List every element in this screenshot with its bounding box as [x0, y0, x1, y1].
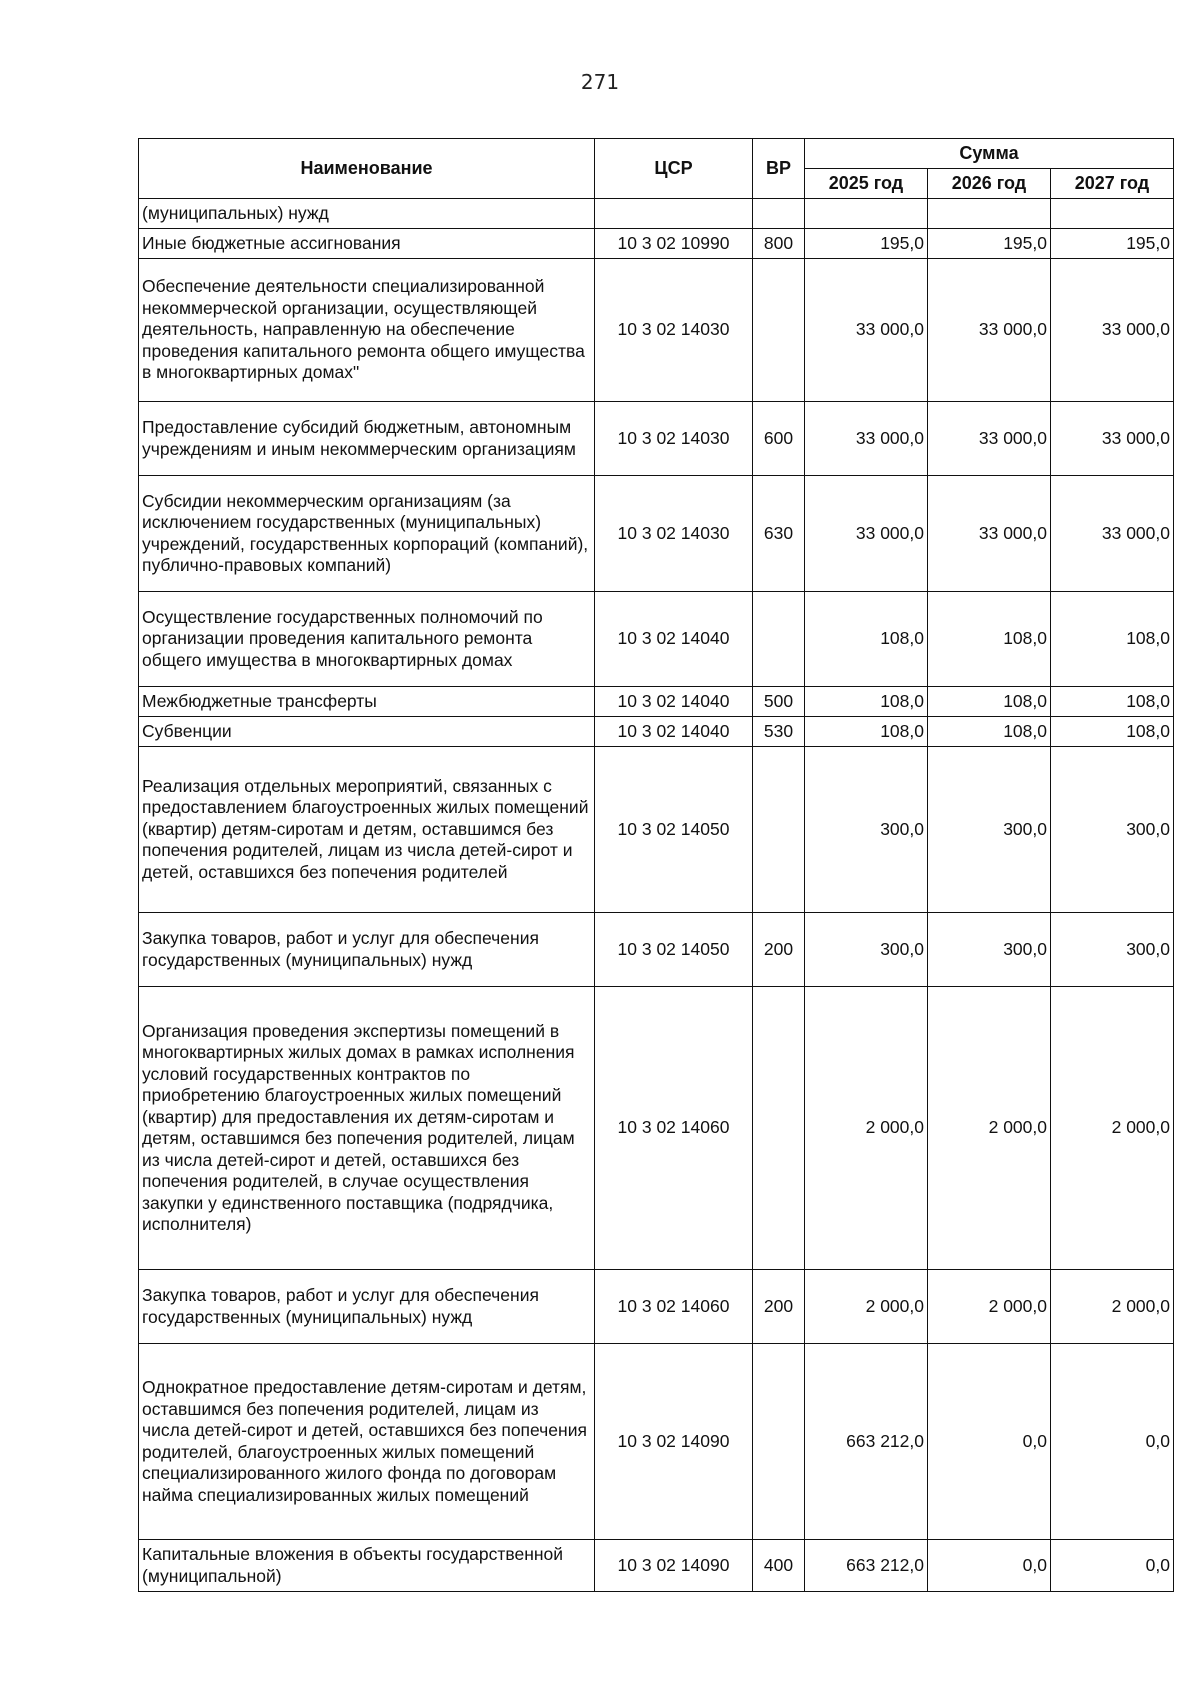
row-name: Субсидии некоммерческим организациям (за исключением государственных (муниципальных) учреждений, государственных корпораций (компаний), публично-правовых компаний) [139, 476, 595, 592]
row-sum-2027: 2 000,0 [1051, 987, 1174, 1270]
row-name: Однократное предоставление детям-сиротам и детям, оставшимся без попечения родителей, лицам из числа детей-сирот и детей, оставшихся без попечения родителей, благоустроенных жилых помещений специализированного жилого фонда по договорам найма специализированных жилых помещений [139, 1344, 595, 1540]
row-name: Субвенции [139, 717, 595, 747]
table-row [139, 1540, 1174, 1592]
row-csr: 10 3 02 14040 [595, 717, 753, 747]
row-sum-2026 [928, 199, 1051, 229]
row-sum-2026: 2 000,0 [928, 987, 1051, 1270]
row-name: (муниципальных) нужд [139, 199, 595, 229]
row-sum-2027 [1051, 199, 1174, 229]
page-number: 271 [580, 70, 620, 94]
row-sum-2026: 300,0 [928, 747, 1051, 913]
row-csr: 10 3 02 14050 [595, 747, 753, 913]
row-sum-2025: 300,0 [805, 913, 928, 987]
row-sum-2027: 300,0 [1051, 747, 1174, 913]
row-sum-2027: 2 000,0 [1051, 1270, 1174, 1344]
row-vr [753, 987, 805, 1270]
row-vr [753, 747, 805, 913]
row-vr [753, 259, 805, 402]
table-row [139, 592, 1174, 687]
header-year-2027: 2027 год [1051, 169, 1174, 199]
row-sum-2026: 108,0 [928, 687, 1051, 717]
row-sum-2026: 0,0 [928, 1344, 1051, 1540]
table-row [139, 259, 1174, 402]
row-sum-2027: 108,0 [1051, 687, 1174, 717]
row-sum-2025: 33 000,0 [805, 476, 928, 592]
row-sum-2025: 108,0 [805, 592, 928, 687]
table-row [139, 987, 1174, 1270]
row-csr: 10 3 02 14030 [595, 476, 753, 592]
row-csr: 10 3 02 14030 [595, 259, 753, 402]
row-csr: 10 3 02 14040 [595, 592, 753, 687]
row-sum-2025: 195,0 [805, 229, 928, 259]
table-row [139, 1344, 1174, 1540]
row-vr: 630 [753, 476, 805, 592]
row-name: Закупка товаров, работ и услуг для обеспечения государственных (муниципальных) нужд [139, 913, 595, 987]
row-sum-2026: 33 000,0 [928, 402, 1051, 476]
row-sum-2025: 300,0 [805, 747, 928, 913]
row-vr [753, 592, 805, 687]
table-body [139, 199, 1174, 1592]
row-sum-2025: 663 212,0 [805, 1540, 928, 1592]
row-sum-2027: 33 000,0 [1051, 402, 1174, 476]
table-row [139, 402, 1174, 476]
table-row [139, 476, 1174, 592]
row-csr: 10 3 02 14050 [595, 913, 753, 987]
row-csr: 10 3 02 14040 [595, 687, 753, 717]
row-name: Реализация отдельных мероприятий, связанных с предоставлением благоустроенных жилых помещений (квартир) детям-сиротам и детям, оставшимся без попечения родителей, лицам из числа детей-сирот и детей, оставшихся без попечения родителей [139, 747, 595, 913]
row-name: Организация проведения экспертизы помещений в многоквартирных жилых домах в рамках исполнения условий государственных контрактов по приобретению благоустроенных жилых помещений (квартир) для предоставления их детям-сиротам и детям, оставшимся без попечения родителей, лицам из числа детей-сирот и детей, оставшихся без попечения родителей, в случае осуществления закупки у единственного поставщика (подрядчика, исполнителя) [139, 987, 595, 1270]
row-sum-2027: 195,0 [1051, 229, 1174, 259]
row-sum-2025: 663 212,0 [805, 1344, 928, 1540]
row-csr: 10 3 02 14090 [595, 1540, 753, 1592]
table-row [139, 913, 1174, 987]
header-csr: ЦСР [595, 139, 753, 199]
row-csr: 10 3 02 14060 [595, 987, 753, 1270]
header-year-2026: 2026 год [928, 169, 1051, 199]
row-sum-2026: 33 000,0 [928, 476, 1051, 592]
row-sum-2025 [805, 199, 928, 229]
row-sum-2026: 0,0 [928, 1540, 1051, 1592]
header-sum: Сумма [805, 139, 1174, 169]
row-sum-2026: 108,0 [928, 592, 1051, 687]
row-sum-2025: 33 000,0 [805, 402, 928, 476]
row-name: Межбюджетные трансферты [139, 687, 595, 717]
row-sum-2027: 108,0 [1051, 717, 1174, 747]
row-name: Осуществление государственных полномочий по организации проведения капитального ремонта общего имущества в многоквартирных домах [139, 592, 595, 687]
row-name: Предоставление субсидий бюджетным, автономным учреждениям и иным некоммерческим организациям [139, 402, 595, 476]
row-sum-2025: 108,0 [805, 687, 928, 717]
row-vr: 530 [753, 717, 805, 747]
row-vr [753, 199, 805, 229]
table-row [139, 229, 1174, 259]
row-name: Закупка товаров, работ и услуг для обеспечения государственных (муниципальных) нужд [139, 1270, 595, 1344]
row-sum-2025: 108,0 [805, 717, 928, 747]
row-sum-2027: 33 000,0 [1051, 476, 1174, 592]
row-csr: 10 3 02 14030 [595, 402, 753, 476]
row-vr [753, 1344, 805, 1540]
row-vr: 200 [753, 1270, 805, 1344]
row-name: Обеспечение деятельности специализированной некоммерческой организации, осуществляющей деятельность, направленную на обеспечение проведения капитального ремонта общего имущества в многоквартирных домах" [139, 259, 595, 402]
row-sum-2027: 108,0 [1051, 592, 1174, 687]
row-csr: 10 3 02 14060 [595, 1270, 753, 1344]
row-vr: 800 [753, 229, 805, 259]
row-name: Иные бюджетные ассигнования [139, 229, 595, 259]
row-sum-2027: 300,0 [1051, 913, 1174, 987]
table-row [139, 1270, 1174, 1344]
row-sum-2025: 2 000,0 [805, 1270, 928, 1344]
table-row [139, 687, 1174, 717]
header-vr: ВР [753, 139, 805, 199]
row-vr: 500 [753, 687, 805, 717]
row-sum-2027: 0,0 [1051, 1344, 1174, 1540]
budget-table [138, 138, 1174, 1592]
row-csr [595, 199, 753, 229]
table-row [139, 199, 1174, 229]
header-name: Наименование [139, 139, 595, 199]
row-sum-2027: 0,0 [1051, 1540, 1174, 1592]
row-sum-2025: 2 000,0 [805, 987, 928, 1270]
row-csr: 10 3 02 10990 [595, 229, 753, 259]
table-row [139, 747, 1174, 913]
row-sum-2026: 33 000,0 [928, 259, 1051, 402]
row-sum-2027: 33 000,0 [1051, 259, 1174, 402]
row-sum-2026: 300,0 [928, 913, 1051, 987]
row-sum-2026: 108,0 [928, 717, 1051, 747]
row-sum-2026: 2 000,0 [928, 1270, 1051, 1344]
table-row [139, 717, 1174, 747]
row-sum-2025: 33 000,0 [805, 259, 928, 402]
row-vr: 200 [753, 913, 805, 987]
row-csr: 10 3 02 14090 [595, 1344, 753, 1540]
row-vr: 600 [753, 402, 805, 476]
row-sum-2026: 195,0 [928, 229, 1051, 259]
row-vr: 400 [753, 1540, 805, 1592]
row-name: Капитальные вложения в объекты государственной (муниципальной) [139, 1540, 595, 1592]
header-year-2025: 2025 год [805, 169, 928, 199]
